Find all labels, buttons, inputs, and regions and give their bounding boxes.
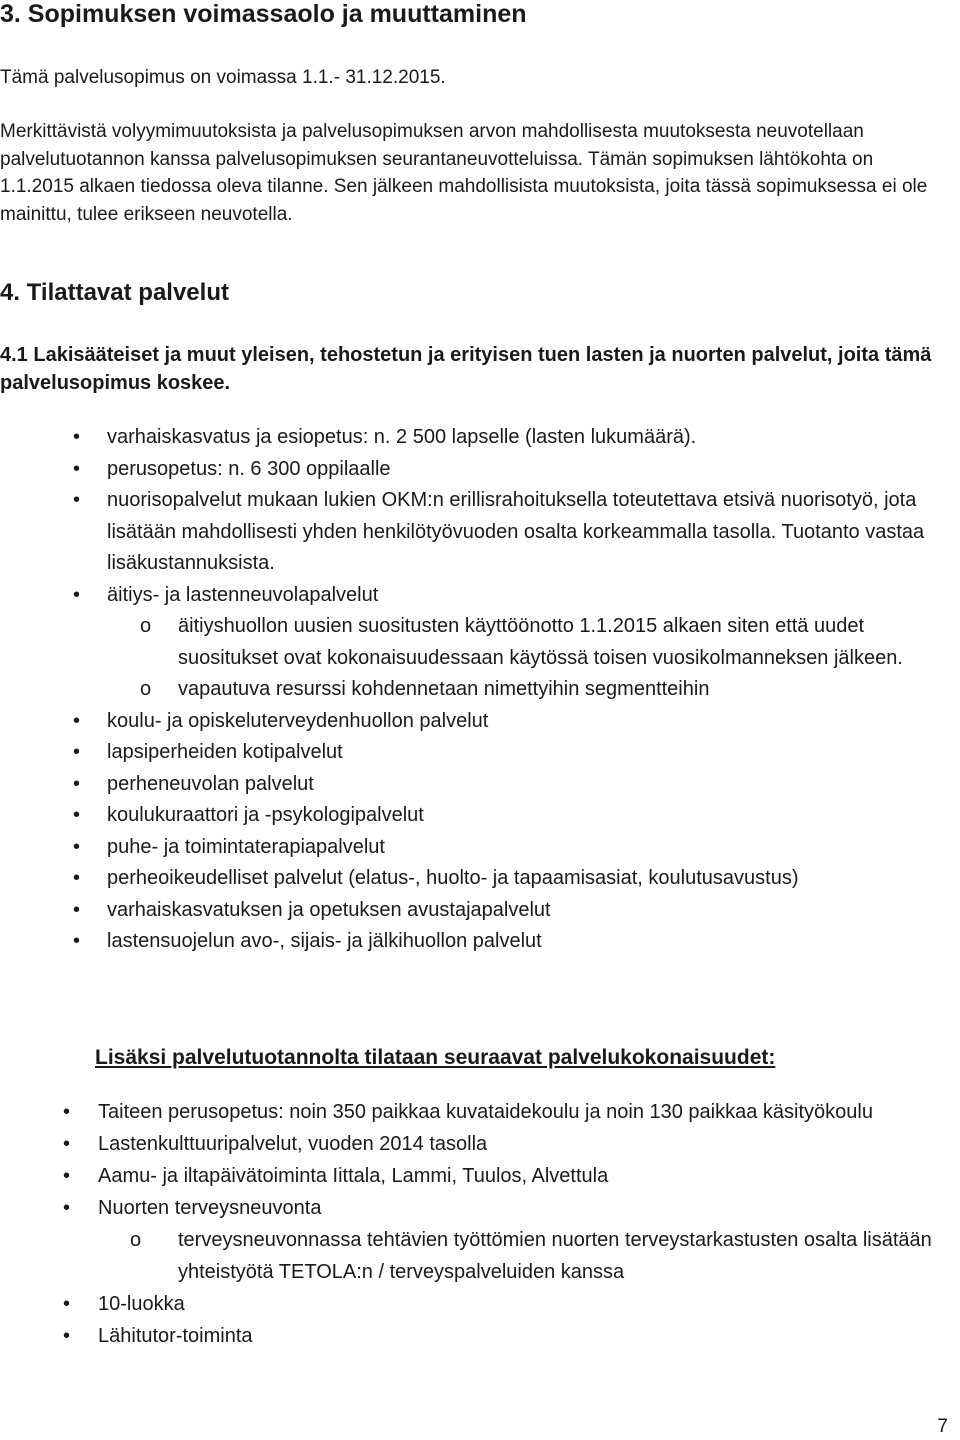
sub-list-item: o terveysneuvonnassa tehtävien työttömien nuorten terveystarkastusten osalta lisätään yhteistyötä TETOLA:n / terveyspalveluiden kanssa [98, 1224, 945, 1288]
list-item: • nuorisopalvelut mukaan lukien OKM:n erillisrahoituksella toteutettava etsivä nuorisotyö, jota lisätään mahdollisesti yhden henkilötyövuoden osalta korkeammalla tasolla. Tuotanto vastaa lisäkustannuksista. [0, 485, 945, 580]
list-item: • koulukuraattori ja -psykologipalvelut [0, 800, 945, 832]
additional-services-heading: Lisäksi palvelutuotannolta tilataan seuraavat palvelukokonaisuudet: [95, 1046, 776, 1069]
changes-paragraph: Merkittävistä volyymimuutoksista ja palvelusopimuksen arvon mahdollisesta muutoksesta neuvotellaan palvelutuotannon kanssa palvelusopimuksen seurantaneuvotteluissa. Tämän sopimuksen lähtökohta on 1.1.2015 alkaen tiedossa oleva tilanne. Sen jälkeen mahdollisista muutoksista, joita tässä sopimuksessa ei ole mainittu, tulee erikseen neuvotella. [0, 121, 928, 225]
list-item: • 10-luokka [0, 1288, 945, 1320]
list-item: • Nuorten terveysneuvonta o terveysneuvonnassa tehtävien työttömien nuorten terveystarkastusten osalta lisätään yhteistyötä TETOLA:n / terveyspalveluiden kanssa [0, 1192, 945, 1288]
list-item: • perheoikeudelliset palvelut (elatus-, huolto- ja tapaamisasiat, koulutusavustus) [0, 863, 945, 895]
neuvola-sublist [107, 611, 945, 706]
statutory-services-list [0, 422, 945, 958]
section-4-1-heading: 4.1 Lakisääteiset ja muut yleisen, tehostetun ja erityisen tuen lasten ja nuorten palvelut, joita tämä palvelusopimus koskee. [0, 344, 932, 394]
validity-paragraph: Tämä palvelusopimus on voimassa 1.1.- 31.12.2015. [0, 67, 446, 88]
section-3-heading: 3. Sopimuksen voimassaolo ja muuttaminen [0, 0, 527, 28]
sub-list-item: o vapautuva resurssi kohdennetaan nimettyihin segmentteihin [107, 674, 945, 706]
sub-list-item: o äitiyshuollon uusien suositusten käyttöönotto 1.1.2015 alkaen siten että uudet suositukset ovat kokonaisuudessaan käytössä toisen vuosikolmanneksen jälkeen. [107, 611, 945, 674]
section-4-heading: 4. Tilattavat palvelut [0, 279, 229, 306]
list-item: • Lastenkulttuuripalvelut, vuoden 2014 tasolla [0, 1128, 945, 1160]
list-item: • perusopetus: n. 6 300 oppilaalle [0, 454, 945, 486]
list-item: • Taiteen perusopetus: noin 350 paikkaa kuvataidekoulu ja noin 130 paikkaa käsityökoulu [0, 1096, 945, 1128]
list-item: • puhe- ja toimintaterapiapalvelut [0, 832, 945, 864]
list-item: • lapsiperheiden kotipalvelut [0, 737, 945, 769]
list-item: • varhaiskasvatus ja esiopetus: n. 2 500 lapselle (lasten lukumäärä). [0, 422, 945, 454]
list-item: • varhaiskasvatuksen ja opetuksen avustajapalvelut [0, 895, 945, 927]
list-item: • lastensuojelun avo-, sijais- ja jälkihuollon palvelut [0, 926, 945, 958]
list-item: • Lähitutor-toiminta [0, 1320, 945, 1352]
additional-services-list [0, 1096, 945, 1352]
list-item: • Aamu- ja iltapäivätoiminta Iittala, Lammi, Tuulos, Alvettula [0, 1160, 945, 1192]
terveysneuvonta-sublist [98, 1224, 945, 1288]
page-number: 7 [937, 1416, 948, 1437]
list-item: • äitiys- ja lastenneuvolapalvelut o äitiyshuollon uusien suositusten käyttöönotto 1.1.2015 alkaen siten että uudet suositukset ovat kokonaisuudessaan käytössä toisen vuosikolmanneksen jälkeen. o vapautuva resurssi kohdennetaan nimettyihin segmentteihin [0, 580, 945, 706]
list-item: • perheneuvolan palvelut [0, 769, 945, 801]
list-item: • koulu- ja opiskeluterveydenhuollon palvelut [0, 706, 945, 738]
